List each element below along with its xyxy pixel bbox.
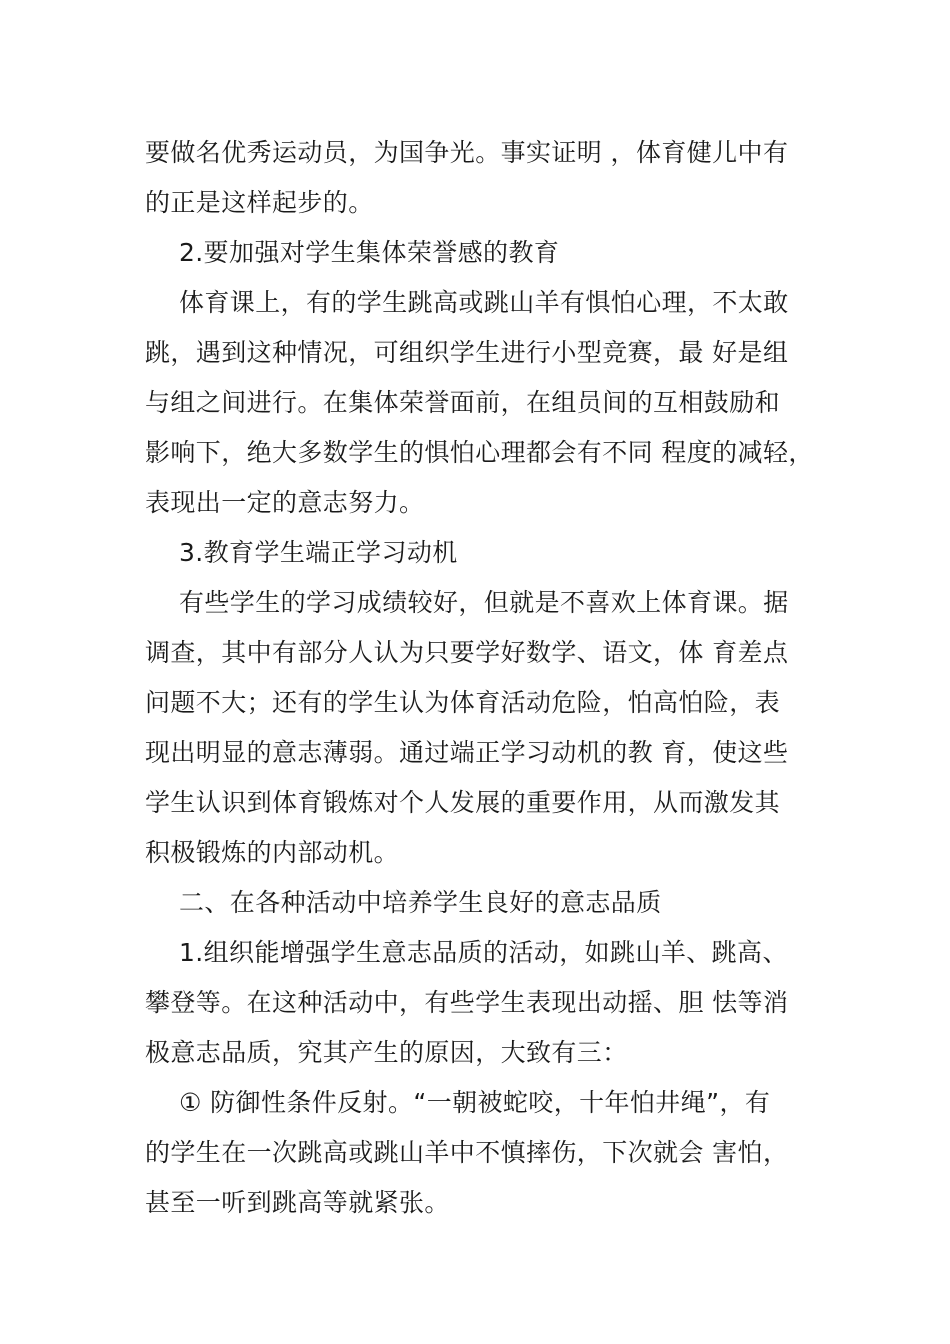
- paragraph-start: 1.组织能增强学生意志品质的活动，如跳山羊、跳高、: [179, 938, 788, 967]
- text-line: 表现出一定的意志努力。: [145, 488, 425, 517]
- text-line: 影响下，绝大多数学生的惧怕心理都会有不同 程度的减轻，: [145, 438, 814, 467]
- text-line: 甚至一听到跳高等就紧张。: [145, 1188, 450, 1217]
- text-line: 极意志品质，究其产生的原因，大致有三：: [145, 1038, 628, 1067]
- text-line: 现出明显的意志薄弱。通过端正学习动机的教 育，使这些: [145, 738, 789, 767]
- text-line: 要做名优秀运动员，为国争光。事实证明 ，体育健儿中有: [145, 138, 789, 167]
- text-line: 的正是这样起步的。: [145, 188, 374, 217]
- text-line: 攀登等。在这种活动中，有些学生表现出动摇、胆 怯等消: [145, 988, 789, 1017]
- text-line: 调查，其中有部分人认为只要学好数学、语文，体 育差点: [145, 638, 789, 667]
- text-line: 跳，遇到这种情况，可组织学生进行小型竞赛，最 好是组: [145, 338, 789, 367]
- paragraph-start: ① 防御性条件反射。“一朝被蛇咬，十年怕井绳”，有: [179, 1088, 771, 1117]
- section-heading: 二、在各种活动中培养学生良好的意志品质: [179, 888, 662, 917]
- paragraph-start: 体育课上，有的学生跳高或跳山羊有惧怕心理，不太敢: [179, 288, 789, 317]
- text-line: 问题不大；还有的学生认为体育活动危险，怕高怕险，表: [145, 688, 781, 717]
- document-body: [145, 128, 825, 1228]
- section-heading: 3.教育学生端正学习动机: [179, 538, 458, 567]
- text-line: 的学生在一次跳高或跳山羊中不慎摔伤，下次就会 害怕，: [145, 1138, 789, 1167]
- text-line: 与组之间进行。在集体荣誉面前，在组员间的互相鼓励和: [145, 388, 781, 417]
- text-line: 积极锻炼的内部动机。: [145, 838, 400, 867]
- section-heading: 2.要加强对学生集体荣誉感的教育: [179, 238, 560, 267]
- text-line: 学生认识到体育锻炼对个人发展的重要作用，从而激发其: [145, 788, 781, 817]
- paragraph-start: 有些学生的学习成绩较好，但就是不喜欢上体育课。据: [179, 588, 789, 617]
